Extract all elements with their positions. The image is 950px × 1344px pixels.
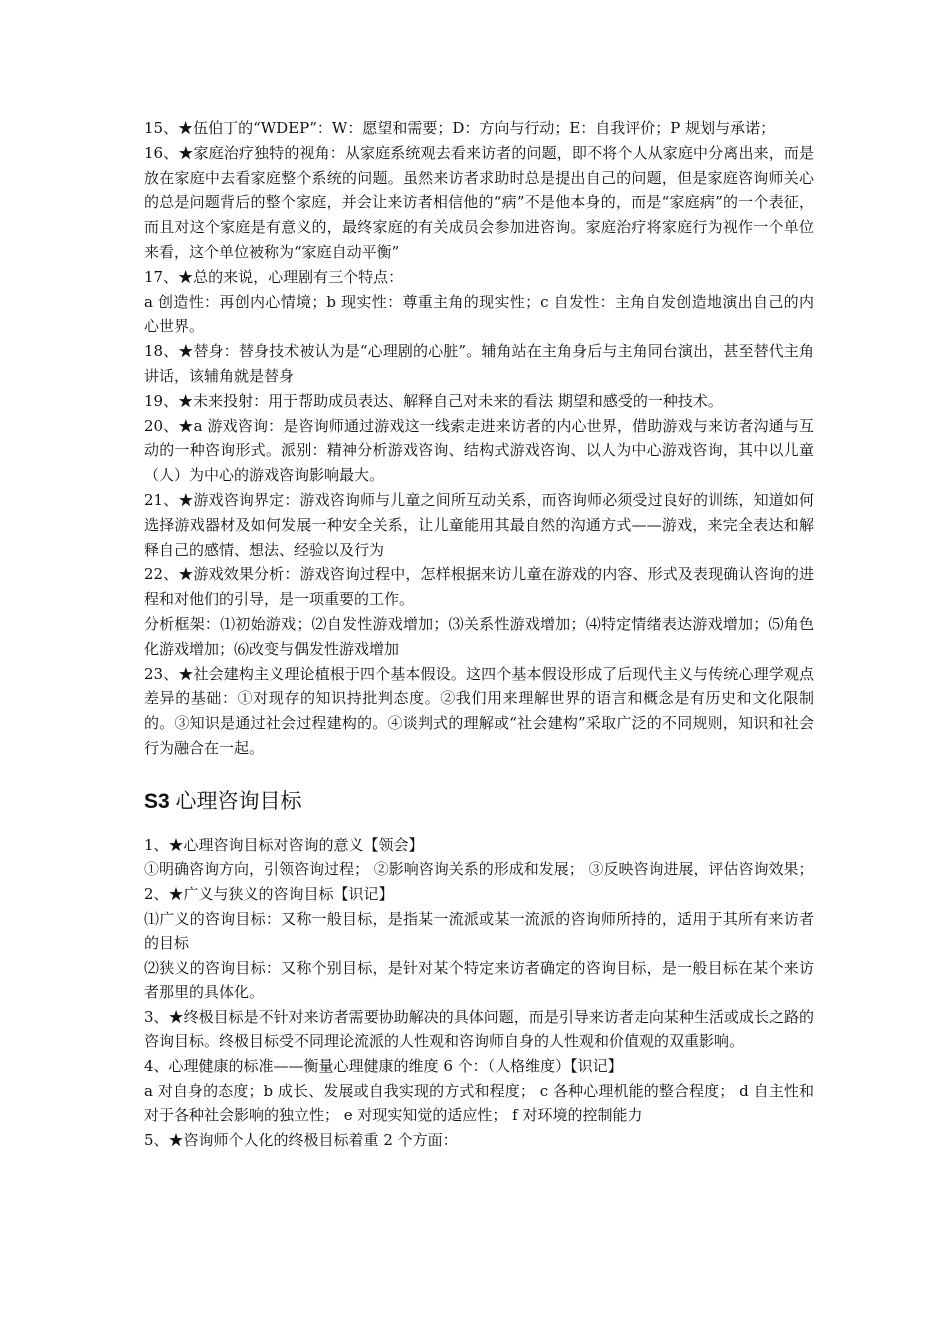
item-21-play-definition: 21、★游戏咨询界定：游戏咨询师与儿童之间所互动关系，而咨询师必须受过良好的训练，知道如何选择游戏器材及如何发展一种安全关系，让儿童能用其最自然的沟通方式——游戏，来完全表达和解释自己的感情、想法、经验以及行为 <box>144 490 814 559</box>
goal-item-2-general: ⑴广义的咨询目标：又称一般目标，是指某一流派或某一流派的咨询师所持的，适用于其所有来访者的目标 <box>144 909 814 953</box>
item-22-framework: 分析框架：⑴初始游戏；⑵自发性游戏增加；⑶关系性游戏增加；⑷特定情绪表达游戏增加；⑸角色化游戏增加；⑹改变与偶发性游戏增加 <box>144 614 814 658</box>
item-18-double: 18、★替身：替身技术被认为是“心理剧的心脏”。辅角站在主角身后与主角同台演出，甚至替代主角讲话，该辅角就是替身 <box>144 342 814 385</box>
section-counseling-goals <box>144 833 814 1153</box>
goal-item-1-title: 1、★心理咨询目标对咨询的意义【领会】 <box>144 835 424 854</box>
goal-item-5-title: 5、★咨询师个人化的终极目标着重 2 个方面： <box>144 1130 458 1149</box>
item-17-features-list: a 创造性：再创内心情境；b 现实性：尊重主角的现实性；c 自发性：主角自发创造地演出自己的内心世界。 <box>144 292 814 336</box>
goal-item-3-ultimate: 3、★终极目标是不针对来访者需要协助解决的具体问题，而是引导来访者走向某种生活或成长之路的咨询目标。终极目标受不同理论流派的人性观和咨询师自身的人性观和价值观的双重影响。 <box>144 1007 814 1051</box>
goal-item-2-specific: ⑵狭义的咨询目标：又称个别目标，是针对某个特定来访者确定的咨询目标，是一般目标在某个来访者那里的具体化。 <box>144 958 814 1002</box>
goal-item-2-title: 2、★广义与狭义的咨询目标【识记】 <box>144 884 394 903</box>
item-22-play-effect: 22、★游戏效果分析：游戏咨询过程中，怎样根据来访儿童在游戏的内容、形式及表现确认咨询的进程和对他们的引导，是一项重要的工作。 <box>144 565 814 609</box>
section-title: 心理咨询目标 <box>175 789 302 813</box>
item-23-social-constructionism: 23、★社会建构主义理论植根于四个基本假设。这四个基本假设形成了后现代主义与传统心理学观点差异的基础：①对现存的知识持批判态度。②我们用来理解世界的语言和概念是有历史和文化限制的。③知识是通过社会过程建构的。④谈判式的理解或“社会建构”采取广泛的不同规则，知识和社会行为融合在一起。 <box>144 664 814 757</box>
item-15-wdep: 15、★伍伯丁的“WDEP”：W：愿望和需要；D：方向与行动；E：自我评价；P 规划与承诺； <box>144 119 776 137</box>
item-16-family-therapy: 16、★家庭治疗独特的视角：从家庭系统观去看来访者的问题，即不将个人从家庭中分离出来，而是放在家庭中去看家庭整个系统的问题。虽然来访者求助时总是提出自己的问题，但是家庭咨询师关心的总是问题背后的整个家庭，并会让来访者相信他的“病”不是他本身的，而是“家庭病”的一个表征，而且对这个家庭是有意义的，最终家庭的有关成员会参加进咨询。家庭治疗将家庭行为视作一个单位来看，这个单位被称为“家庭自动平衡” <box>144 143 814 261</box>
document-body <box>144 116 814 1152</box>
section-previous-items <box>144 116 814 761</box>
item-20-play-counseling: 20、★a 游戏咨询：是咨询师通过游戏这一线索走进来访者的内心世界，借助游戏与来访者沟通与互动的一种咨询形式。派别：精神分析游戏咨询、结构式游戏咨询、以人为中心游戏咨询，其中以儿童（人）为中心的游戏咨询影响最大。 <box>144 416 814 485</box>
item-19-future-projection: 19、★未来投射：用于帮助成员表达、解释自己对未来的看法 期望和感受的一种技术。 <box>144 391 723 410</box>
goal-item-4-body: a 对自身的态度；b 成长、发展或自我实现的方式和程度； c 各种心理机能的整合程度； d 自主性和对于各种社会影响的独立性； e 对现实知觉的适应性； f 对环境的控制能力 <box>144 1081 814 1125</box>
goal-item-1-body: ①明确咨询方向，引领咨询过程； ②影响咨询关系的形成和发展； ③反映咨询进展，评估咨询效果； <box>144 860 814 879</box>
section-code: S3 <box>144 789 170 813</box>
section-heading <box>144 787 814 817</box>
item-17-psychodrama-features: 17、★总的来说，心理剧有三个特点： <box>144 267 404 286</box>
goal-item-4-title: 4、心理健康的标准——衡量心理健康的维度 6 个：（人格维度）【识记】 <box>144 1057 623 1076</box>
